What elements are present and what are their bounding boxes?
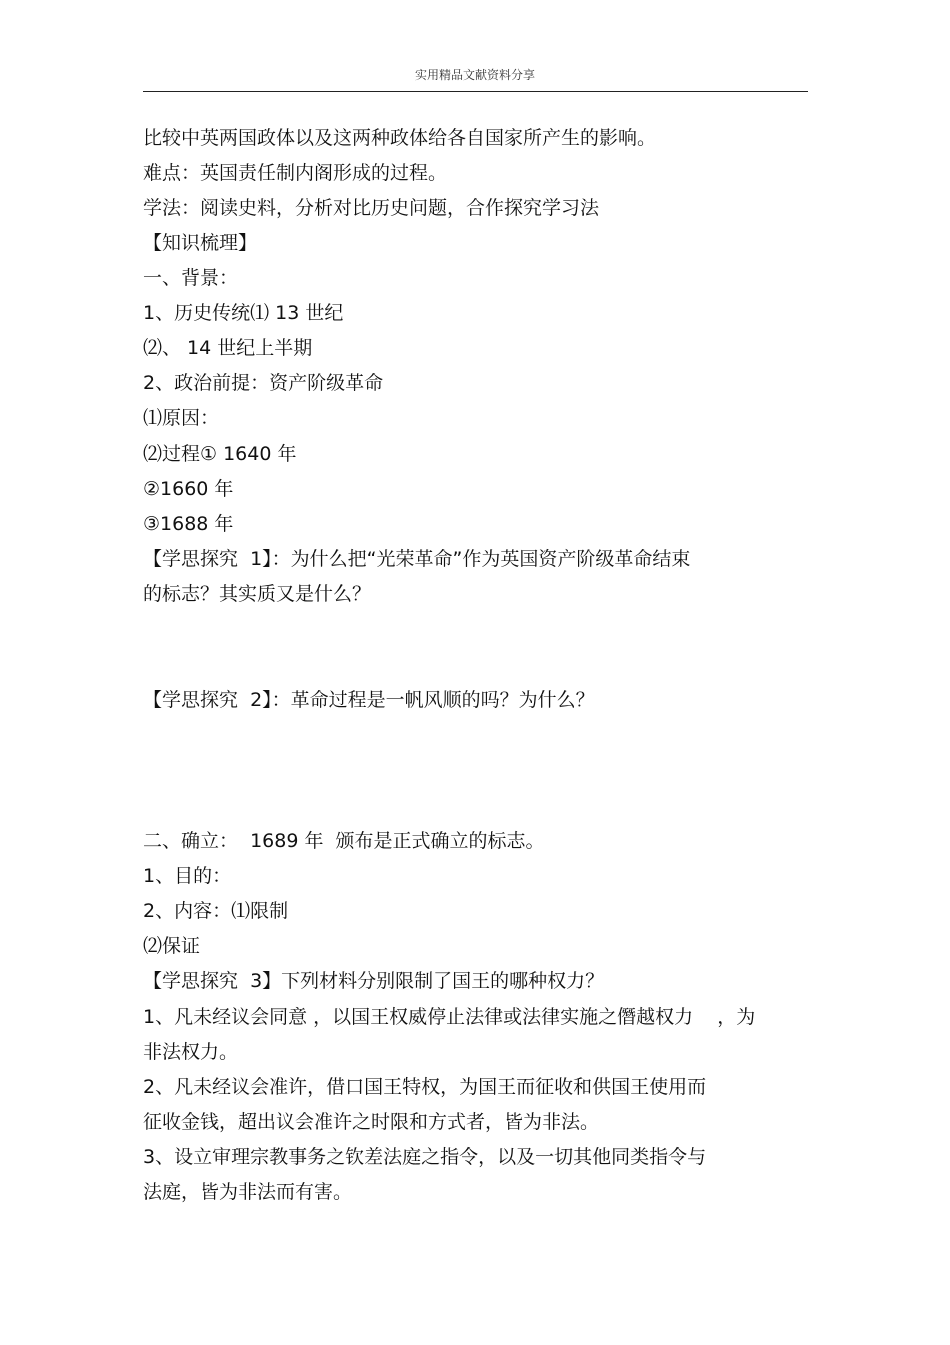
header-divider	[143, 91, 808, 92]
text-line: 1、目的：	[143, 865, 232, 887]
text-line: 法庭，皆为非法而有害。	[143, 1181, 353, 1203]
page-header: 实用精品文献资料分享	[414, 68, 535, 82]
text-line: 难点：英国责任制内阁形成的过程。	[143, 162, 448, 184]
section-heading: 二、确立： 1689 年 颁布是正式确立的标志。	[143, 830, 545, 852]
text-line: 学法：阅读史料，分析对比历史问题，合作探究学习法	[143, 197, 600, 219]
question-line: 【学思探究 3】下列材料分别限制了国王的哪种权力？	[143, 970, 605, 992]
section-heading: 一、背景：	[143, 267, 239, 289]
text-line: 3、设立审理宗教事务之钦差法庭之指令，以及一切其他同类指令与	[143, 1146, 707, 1168]
text-line: 比较中英两国政体以及这两种政体给各自国家所产生的影响。	[143, 127, 657, 149]
text-line: ⑵、 14 世纪上半期	[143, 337, 313, 359]
text-line: 2、凡未经议会准许，借口国王特权，为国王而征收和供国王使用而	[143, 1076, 707, 1098]
text-line: ②1660 年	[143, 478, 234, 500]
text-line: 非法权力。	[143, 1041, 239, 1063]
section-heading: 【知识梳理】	[143, 232, 258, 254]
text-line: 2、政治前提：资产阶级革命	[143, 372, 384, 394]
text-line: ⑴原因：	[143, 407, 220, 429]
text-line: 1、凡未经议会同意 ，以国王权威停止法律或法律实施之僭越权力 ，为	[143, 1006, 756, 1028]
text-line: 1、历史传统⑴ 13 世纪	[143, 302, 344, 324]
text-line: ③1688 年	[143, 513, 234, 535]
text-line: 2、内容：⑴限制	[143, 900, 289, 922]
text-line: ⑵过程① 1640 年	[143, 443, 297, 465]
question-line: 的标志？其实质又是什么？	[143, 583, 372, 605]
text-line: ⑵保证	[143, 935, 201, 957]
question-line: 【学思探究 2】：革命过程是一帆风顺的吗？为什么？	[143, 689, 595, 711]
text-line: 征收金钱，超出议会准许之时限和方式者，皆为非法。	[143, 1111, 600, 1133]
question-line: 【学思探究 1】：为什么把“光荣革命”作为英国资产阶级革命结束	[143, 548, 691, 570]
